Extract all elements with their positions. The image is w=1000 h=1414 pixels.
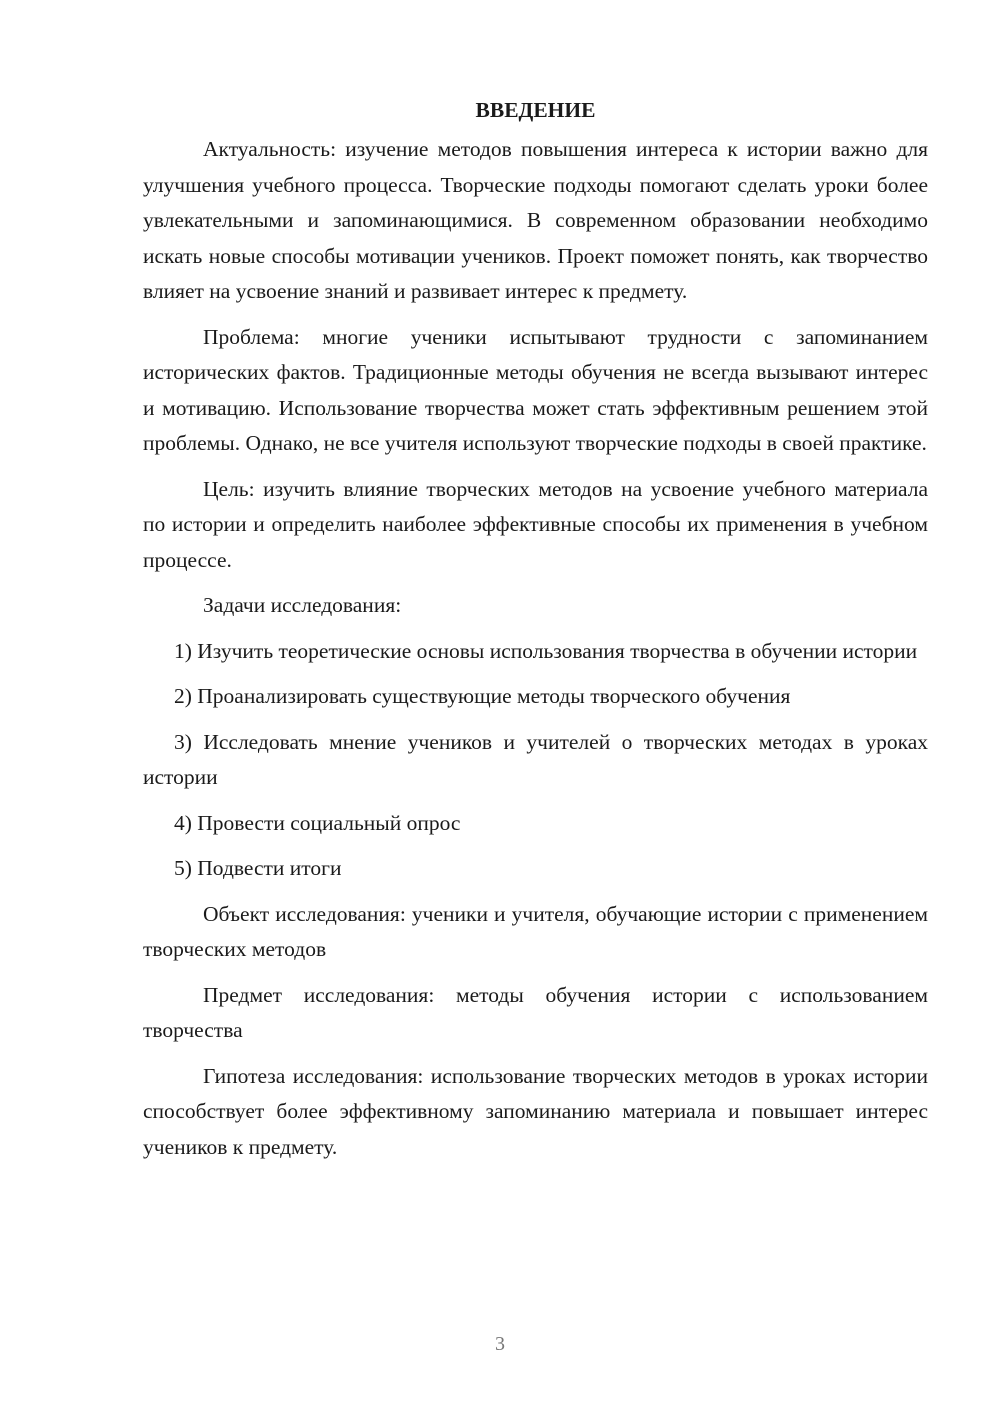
task-item: 4) Провести социальный опрос — [174, 810, 461, 835]
task-item: 1) Изучить теоретические основы использования творчества в обучении истории — [174, 638, 918, 663]
task-item: 2) Проанализировать существующие методы творческого обучения — [174, 684, 791, 708]
problem-paragraph: Проблема: многие ученики испытывают трудности с запоминанием исторических фактов. Традиционные методы обучения не всегда вызывают интерес и мотивацию. Использование творчества может стать эффективным решением этой проблемы. Однако, не все учителя используют творческие подходы в своей практике. — [143, 324, 928, 455]
goal-paragraph: Цель: изучить влияние творческих методов на усвоение учебного материала по истории и определить наиболее эффективные способы их применения в учебном процессе. — [143, 476, 928, 572]
hypothesis-paragraph: Гипотеза исследования: использование творческих методов в уроках истории способствует более эффективному запоминанию материала и повышает интерес учеников к предмету. — [143, 1063, 928, 1159]
tasks-heading: Задачи исследования: — [203, 593, 402, 617]
relevance-paragraph: Актуальность: изучение методов повышения интереса к истории важно для улучшения учебного процесса. Творческие подходы помогают сделать уроки более увлекательными и запоминающимися. В современном образовании необходимо искать новые способы мотивации учеников. Проект поможет понять, как творчество влияет на усвоение знаний и развивает интерес к предмету. — [143, 137, 928, 303]
task-item: 3) Исследовать мнение учеников и учителей о творческих методах в уроках истории — [143, 729, 928, 789]
section-title: ВВЕДЕНИЕ — [475, 98, 596, 122]
page-number: 3 — [495, 1333, 505, 1355]
object-paragraph: Объект исследования: ученики и учителя, обучающие истории с применением творческих методов — [143, 901, 928, 961]
subject-paragraph: Предмет исследования: методы обучения истории с использованием творчества — [143, 982, 928, 1042]
task-item: 5) Подвести итоги — [174, 856, 342, 880]
page-content — [143, 93, 928, 1175]
